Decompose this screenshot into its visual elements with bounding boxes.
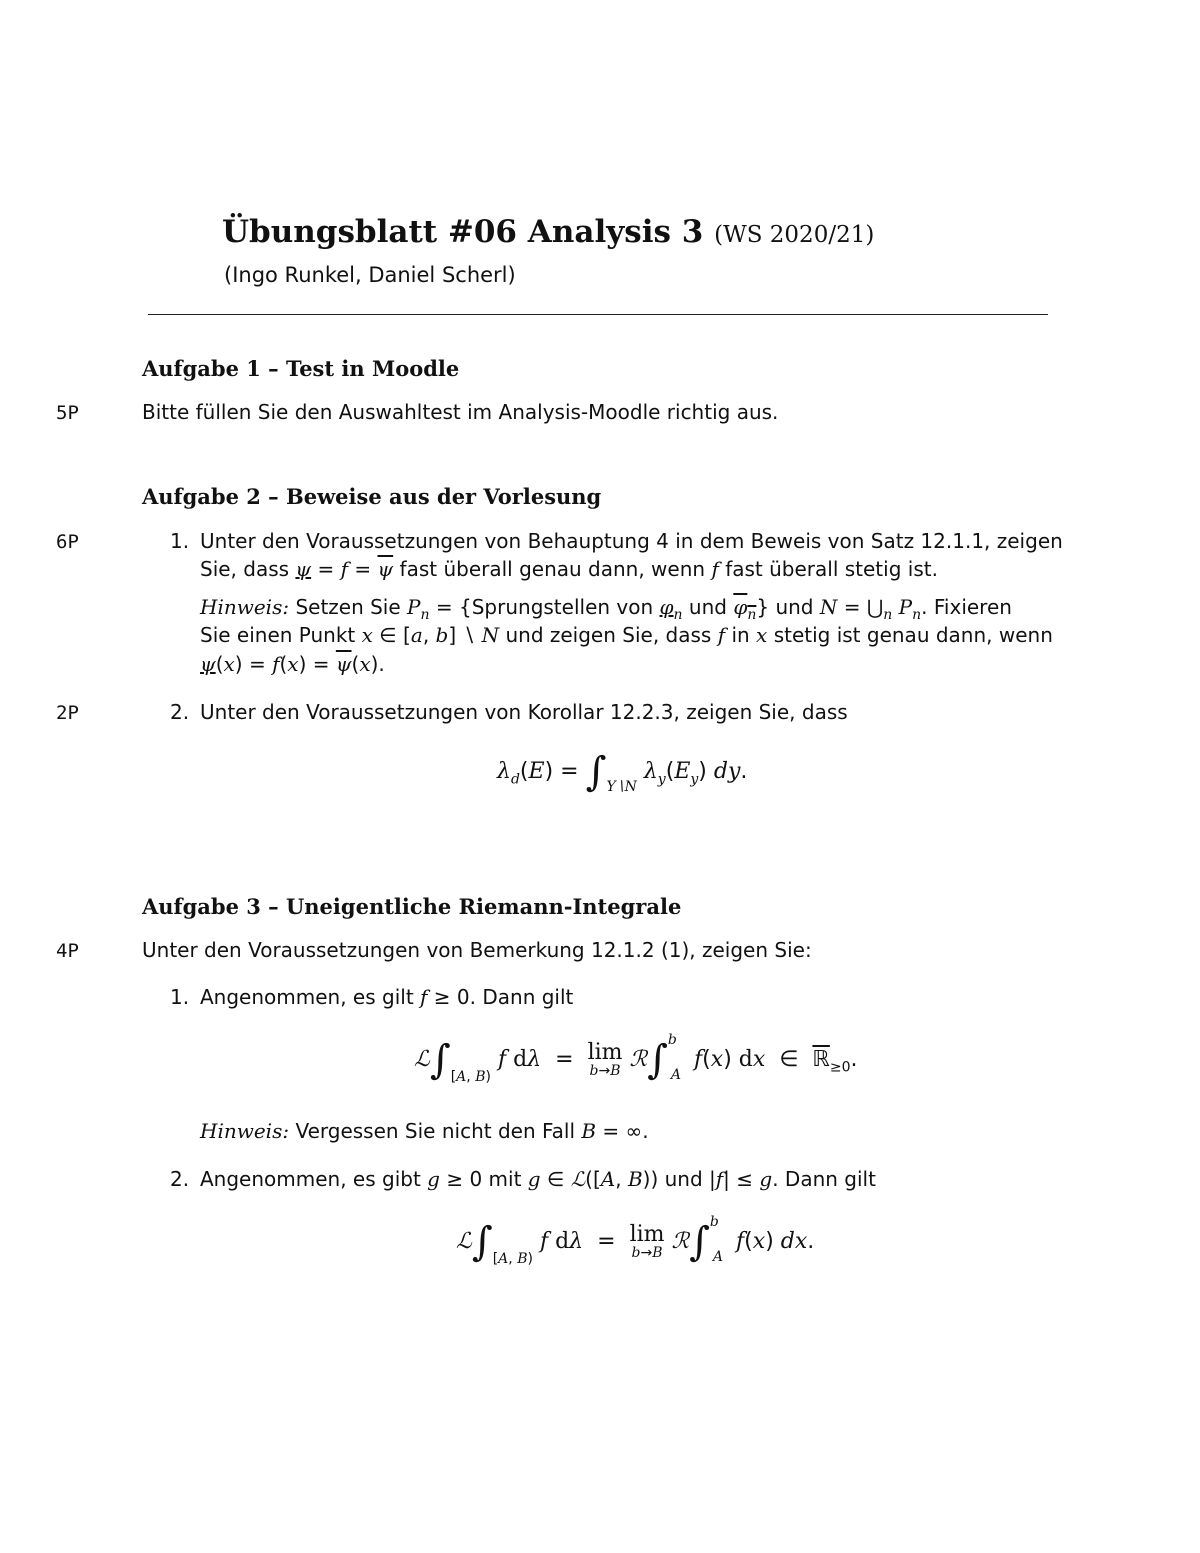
aufgabe3-formula2: $ℒ\int_{[A, B)}$ f dλ = lim b→B ℛ∫$^b_A$ f(x) dx. bbox=[456, 1214, 815, 1268]
aufgabe2-item1-line2: Sie, dass $\psi = f = \overline{\psi}$ fast überall genau dann, wenn f fast überall stetig ist. bbox=[200, 557, 938, 581]
aufgabe3-heading: Aufgabe 3 – Uneigentliche Riemann-Integrale bbox=[142, 894, 682, 919]
aufgabe2-item2-points: 2P bbox=[56, 702, 79, 724]
hint-label: Hinweis: bbox=[200, 595, 290, 619]
aufgabe3-item1-number: 1. bbox=[170, 985, 190, 1009]
aufgabe2-item1-number: 1. bbox=[170, 529, 190, 553]
hint-label: Hinweis: bbox=[200, 1119, 290, 1143]
sheet-title bbox=[222, 214, 874, 250]
aufgabe2-item1-hint-line3: $\psi(x) = f(x) = \overline{\psi}(x)$. bbox=[200, 652, 385, 676]
header-divider bbox=[148, 314, 1048, 315]
aufgabe1-heading: Aufgabe 1 – Test in Moodle bbox=[142, 356, 460, 381]
aufgabe3-intro: Unter den Voraussetzungen von Bemerkung 12.1.2 (1), zeigen Sie: bbox=[142, 938, 812, 962]
aufgabe3-formula1: $ℒ\int_{[A, B)}$ f dλ = lim b→B ℛ∫$^b_A$ f(x) dx ∈ ℝ$_{\ge 0}$. bbox=[414, 1032, 858, 1086]
aufgabe2-formula: $\lambda_d(E) = \int_{Y∖N}$ $\lambda_y(E_y)$ dy. bbox=[497, 749, 748, 796]
aufgabe2-item1-points: 6P bbox=[56, 531, 79, 553]
aufgabe2-item2-text: Unter den Voraussetzungen von Korollar 12.2.3, zeigen Sie, dass bbox=[200, 700, 848, 724]
aufgabe3-points: 4P bbox=[56, 940, 79, 962]
authors: (Ingo Runkel, Daniel Scherl) bbox=[224, 263, 516, 287]
aufgabe2-item1-hint: Hinweis: Setzen Sie $P_n$ = {Sprungstellen von $\varphi_n$ und $\varphi_n$} und $N = ⋃_n$ $P_n$. Fixieren bbox=[200, 595, 1012, 623]
aufgabe2-item2-number: 2. bbox=[170, 700, 190, 724]
aufgabe3-item2-text: Angenommen, es gibt g ≥ 0 mit g ∈ ℒ([A, B)) und |f| ≤ g. Dann gilt bbox=[200, 1167, 876, 1191]
aufgabe1-text: Bitte füllen Sie den Auswahltest im Analysis-Moodle richtig aus. bbox=[142, 400, 779, 424]
aufgabe1-points: 5P bbox=[56, 402, 79, 424]
semester-label: (WS 2020/21) bbox=[714, 222, 875, 248]
aufgabe3-item1-text: Angenommen, es gilt f ≥ 0. Dann gilt bbox=[200, 985, 574, 1009]
sheet-title-text: Übungsblatt #06 Analysis 3 bbox=[222, 214, 704, 250]
aufgabe2-heading: Aufgabe 2 – Beweise aus der Vorlesung bbox=[142, 484, 602, 509]
aufgabe3-item2-number: 2. bbox=[170, 1167, 190, 1191]
aufgabe2-item1-hint-line2: Sie einen Punkt x ∈ [a, b] ∖ N und zeigen Sie, dass f in x stetig ist genau dann, wenn bbox=[200, 623, 1053, 647]
aufgabe3-item1-hint: Hinweis: Vergessen Sie nicht den Fall B = ∞. bbox=[200, 1119, 649, 1143]
aufgabe2-item1-line1: Unter den Voraussetzungen von Behauptung 4 in dem Beweis von Satz 12.1.1, zeigen bbox=[200, 529, 1063, 553]
